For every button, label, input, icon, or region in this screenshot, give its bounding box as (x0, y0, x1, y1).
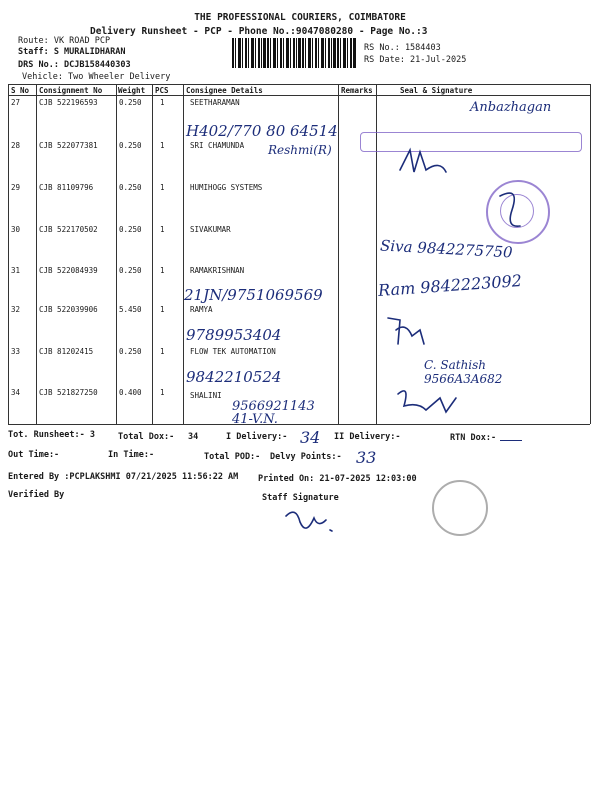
row-31-handwritten-phone: 21JN/9751069569 (184, 286, 323, 304)
printed-on: Printed On: 21-07-2025 12:03:00 (258, 474, 417, 484)
row-27-consignment: CJB 522196593 (39, 98, 98, 107)
runsheet-title: Delivery Runsheet - PCP - Phone No.:9047080280 - Page No.:3 (90, 26, 428, 37)
row-34-pcs: 1 (160, 388, 165, 397)
row-29-consignment: CJB 81109796 (39, 183, 94, 192)
verified-by-label: Verified By (8, 490, 65, 500)
row-33-consignment: CJB 81202415 (39, 347, 94, 356)
row-28-pcs: 1 (160, 141, 165, 150)
col-consignment: Consignment No (39, 86, 103, 95)
row-31-consignee: RAMAKRISHNAN (190, 266, 245, 275)
row-32-weight: 5.450 (119, 305, 142, 314)
signature-row-27: Anbazhagan (470, 100, 552, 115)
company-name: THE PROFESSIONAL COURIERS, COIMBATORE (194, 12, 406, 23)
col-remarks: Remarks (341, 86, 373, 95)
row-28-consignee: SRI CHAMUNDA (190, 141, 245, 150)
out-time-label: Out Time:- (8, 450, 60, 460)
signature-row-33: C. Sathish 9566A3A682 (424, 358, 503, 386)
row-33-sno: 33 (11, 347, 21, 356)
signature-row-30: Siva 9842275750 (379, 236, 514, 262)
ii-delivery-label: II Delivery:- (334, 432, 401, 442)
staff-signature-label: Staff Signature (262, 493, 339, 503)
row-33-handwritten-phone: 9842210524 (186, 368, 282, 386)
delvy-points-value: 33 (356, 448, 377, 467)
row-33-consignee: FLOW TEK AUTOMATION (190, 347, 276, 356)
col-pcs: PCS (155, 86, 169, 95)
total-pod-label: Total POD:- (204, 452, 261, 462)
row-33-pcs: 1 (160, 347, 165, 356)
row-28-consignment: CJB 522077381 (39, 141, 98, 150)
row-31-pcs: 1 (160, 266, 165, 275)
row-27-weight: 0.250 (119, 98, 142, 107)
row-31-sno: 31 (11, 266, 21, 275)
total-runsheet: Tot. Runsheet:- 3 (8, 430, 95, 440)
row-34-sno: 34 (11, 388, 21, 397)
row-34-consignee: SHALINI (190, 391, 222, 400)
row-30-sno: 30 (11, 225, 21, 234)
rs-date: RS Date: 21-Jul-2025 (364, 55, 467, 65)
vehicle-label: Vehicle: Two Wheeler Delivery (22, 72, 171, 82)
route-label: Route: VK ROAD PCP (18, 36, 111, 46)
row-31-consignment: CJB 522084939 (39, 266, 98, 275)
row-29-weight: 0.250 (119, 183, 142, 192)
row-30-weight: 0.250 (119, 225, 142, 234)
col-consignee: Consignee Details (186, 86, 263, 95)
entered-by: Entered By :PCPLAKSHMI 07/21/2025 11:56:22 AM (8, 472, 239, 482)
row-32-consignee: RAMYA (190, 305, 213, 314)
row-34-handwritten-phone: 9566921143 41-V.N. (232, 399, 315, 427)
row-27-pcs: 1 (160, 98, 165, 107)
row-27-consignee: SEETHARAMAN (190, 98, 240, 107)
total-dox-label: Total Dox:- (118, 432, 175, 442)
rs-number: RS No.: 1584403 (364, 43, 441, 53)
rtn-dox-label: RTN Dox:- (450, 433, 497, 443)
signature-row-31: Ram 9842223092 (377, 271, 523, 300)
row-29-sno: 29 (11, 183, 21, 192)
row-27-handwritten-phone: H402/770 80 64514 (186, 122, 338, 140)
row-29-pcs: 1 (160, 183, 165, 192)
row-32-consignment: CJB 522039906 (39, 305, 98, 314)
row-28-weight: 0.250 (119, 141, 142, 150)
total-dox-value: 34 (188, 432, 199, 442)
col-seal-signature: Seal & Signature (400, 86, 473, 95)
row-30-consignment: CJB 522170502 (39, 225, 98, 234)
row-32-handwritten-phone: 9789953404 (186, 326, 282, 344)
col-sno: S No (11, 86, 30, 95)
i-delivery-value: 34 (300, 428, 321, 447)
row-33-weight: 0.250 (119, 347, 142, 356)
row-31-weight: 0.250 (119, 266, 142, 275)
drs-number: DRS No.: DCJB158440303 (18, 60, 131, 70)
row-28-sno: 28 (11, 141, 21, 150)
row-30-pcs: 1 (160, 225, 165, 234)
row-30-consignee: SIVAKUMAR (190, 225, 231, 234)
row-32-pcs: 1 (160, 305, 165, 314)
i-delivery-label: I Delivery:- (226, 432, 288, 442)
row-34-weight: 0.400 (119, 388, 142, 397)
staff-label: Staff: S MURALIDHARAN (18, 47, 126, 57)
in-time-label: In Time:- (108, 450, 155, 460)
row-29-consignee: HUMIHOGG SYSTEMS (190, 183, 263, 192)
row-34-consignment: CJB 521827250 (39, 388, 98, 397)
row-28-handwritten-note: Reshmi(R) (268, 143, 332, 157)
row-27-sno: 27 (11, 98, 21, 107)
col-weight: Weight (118, 86, 146, 95)
row-32-sno: 32 (11, 305, 21, 314)
delvy-points-label: Delvy Points:- (270, 452, 342, 462)
